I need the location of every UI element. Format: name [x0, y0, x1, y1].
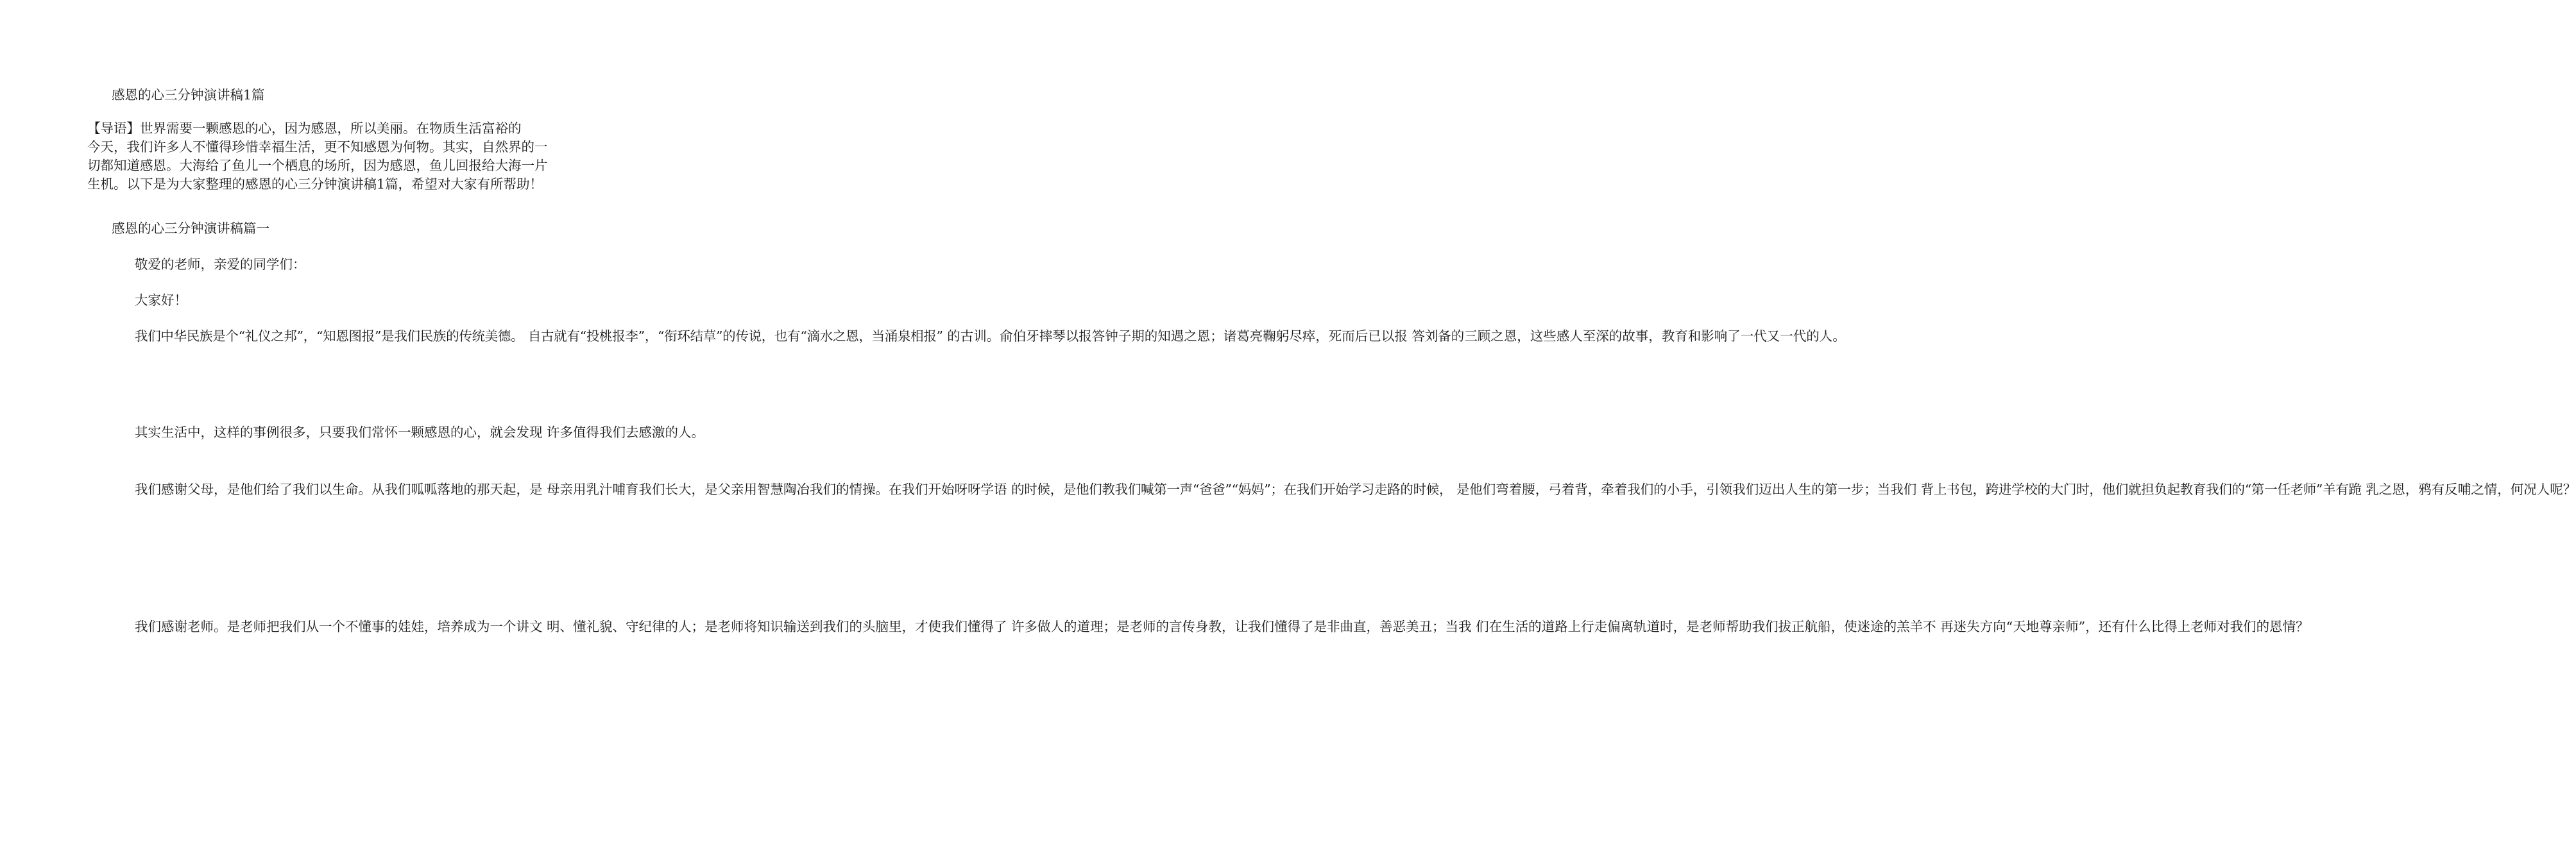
- intro-line: 切都知道感恩。大海给了鱼儿一个栖息的场所，因为感恩，鱼儿回报给大海一片: [87, 158, 548, 173]
- body-paragraph: [87, 423, 705, 442]
- greeting: 大家好！: [135, 292, 187, 308]
- paragraph-line: 我们感谢父母，是他们给了我们以生命。从我们呱呱落地的那天起，是: [135, 482, 543, 497]
- paragraph-line: 是他们弯着腰，弓着背，牵着我们的小手，引领我们迈出人生的第一步；当我们: [1456, 482, 1917, 497]
- intro-line: 生机。以下是为大家整理的感恩的心三分钟演讲稿1篇，希望对大家有所帮助！: [87, 176, 543, 192]
- paragraph-line: 答刘备的三顾之恩，这些感人至深的故事，教育和影响了一代又一代的人。: [1412, 328, 1846, 344]
- body-paragraph: [87, 480, 2576, 499]
- paragraph-line: 许多做人的道理；是老师的言传身教，让我们懂得了是非曲直，善恶美丑；当我: [1011, 619, 1472, 634]
- paragraph-line: 们在生活的道路上行走偏离轨道时，是老师帮助我们拔正航船，使迷途的羔羊不: [1476, 619, 1936, 634]
- section-heading: 感恩的心三分钟演讲稿篇一: [112, 221, 269, 236]
- intro-line: 【导语】世界需要一颗感恩的心，因为感恩，所以美丽。在物质生活富裕的: [87, 121, 522, 136]
- paragraph-line: 自古就有“投桃报李”，“衔环结草”的传说，也有“滴水之恩，当涌泉相报”: [527, 328, 943, 344]
- body-paragraph: [87, 327, 1846, 346]
- intro-paragraph: [87, 119, 548, 194]
- paragraph-line: 的时候，是他们教我们喊第一声“爸爸”“妈妈”；在我们开始学习走路的时候，: [1011, 482, 1453, 497]
- paragraph-line: 我们感谢老师。是老师把我们从一个不懂事的娃娃，培养成为一个讲文: [135, 619, 543, 634]
- paragraph-line: 的古训。俞伯牙摔琴以报答钟子期的知遇之恩；诸葛亮鞠躬尽瘁，死而后已以报: [947, 328, 1408, 344]
- paragraph-line: 母亲用乳汁哺育我们长大，是父亲用智慧陶冶我们的情操。在我们开始呀呀学语: [547, 482, 1007, 497]
- paragraph-line: 背上书包，跨进学校的大门时，他们就担负起教育我们的“第一任老师”羊有跪: [1920, 482, 2362, 497]
- paragraph-line: 许多值得我们去感激的人。: [547, 425, 705, 440]
- paragraph-line: 其实生活中，这样的事例很多，只要我们常怀一颗感恩的心，就会发现: [135, 425, 543, 440]
- paragraph-line: 明、懂礼貌、守纪律的人；是老师将知识输送到我们的头脑里，才使我们懂得了: [547, 619, 1007, 634]
- salutation: 敬爱的老师，亲爱的同学们：: [135, 257, 306, 272]
- body-paragraph: [87, 618, 2309, 636]
- paragraph-line: 再迷失方向“天地尊亲师”，还有什么比得上老师对我们的恩情？: [1940, 619, 2309, 634]
- intro-line: 今天，我们许多人不懂得珍惜幸福生活，更不知感恩为何物。其实，自然界的一: [87, 139, 548, 155]
- paragraph-line: 乳之恩，鸦有反哺之情，何况人呢？: [2366, 482, 2576, 497]
- paragraph-line: 我们中华民族是个“礼仪之邦”，“知恩图报”是我们民族的传统美德。: [135, 328, 524, 344]
- document-title: 感恩的心三分钟演讲稿1篇: [112, 87, 265, 103]
